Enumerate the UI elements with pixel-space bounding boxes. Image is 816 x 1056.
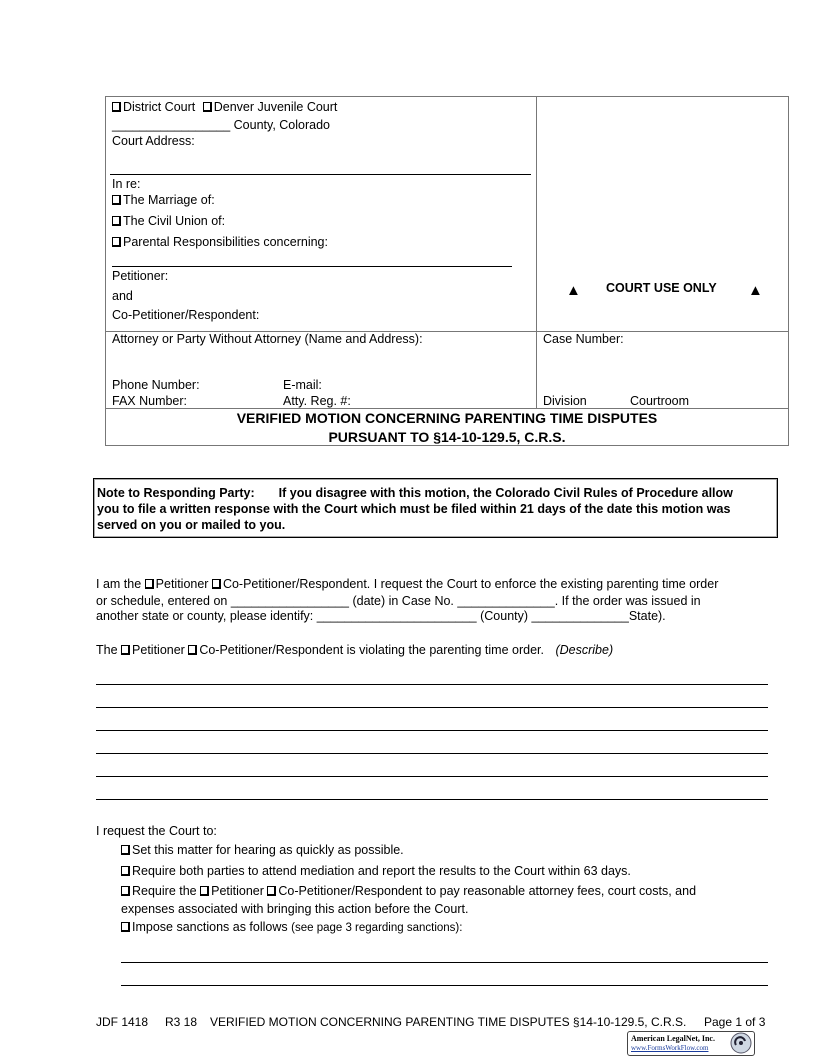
iam-co-petitioner-label: Co-Petitioner/Respondent. I request the Court to enforce the existing parenting time order <box>222 577 719 591</box>
iam-petitioner-checkbox[interactable] <box>145 579 154 589</box>
request-option-fees <box>121 884 696 898</box>
district-court-label: District Court <box>123 100 196 114</box>
marriage-option <box>112 193 215 207</box>
division-label: Division <box>543 394 587 408</box>
form-title-line2: PURSUANT TO §14-10-129.5, C.R.S. <box>328 429 566 445</box>
form-title <box>105 409 789 447</box>
parties-name-line[interactable] <box>112 266 512 267</box>
form-title-line1: VERIFIED MOTION CONCERNING PARENTING TIME DISPUTES <box>236 410 658 426</box>
footer-form-title: VERIFIED MOTION CONCERNING PARENTING TIME DISPUTES §14-10-129.5, C.R.S. <box>210 1015 687 1029</box>
describe-label: (Describe) <box>555 643 614 657</box>
fees-continuation: expenses associated with bringing this action before the Court. <box>121 902 469 916</box>
sanctions-line[interactable] <box>121 985 768 986</box>
civil-union-checkbox[interactable] <box>112 216 121 226</box>
denver-juvenile-court-checkbox[interactable] <box>203 102 212 112</box>
describe-line[interactable] <box>96 753 768 754</box>
fees-checkbox[interactable] <box>121 886 130 896</box>
petitioner-label: Petitioner: <box>112 269 169 283</box>
court-address-line[interactable] <box>110 174 531 175</box>
district-court-checkbox[interactable] <box>112 102 121 112</box>
violator-co-petitioner-label: Co-Petitioner/Respondent is violating the parenting time order. <box>199 643 544 657</box>
civil-union-label: The Civil Union of: <box>123 214 226 228</box>
note-label: Note to Responding Party: <box>97 486 255 500</box>
county-line[interactable]: _________________ County, Colorado <box>112 118 331 132</box>
iam-co-petitioner-checkbox[interactable] <box>212 579 221 589</box>
case-number-label: Case Number: <box>543 332 624 346</box>
describe-line[interactable] <box>96 730 768 731</box>
email-label: E-mail: <box>283 378 322 392</box>
court-address-label: Court Address: <box>112 134 195 148</box>
violator-co-petitioner-checkbox[interactable] <box>188 645 197 655</box>
order-date-line[interactable]: or schedule, entered on _________________ (date) in Case No. ______________. If the order was issued in <box>96 594 701 608</box>
footer-form-id: JDF 1418 <box>96 1015 149 1029</box>
court-type-line <box>112 100 337 114</box>
iam-prefix: I am the <box>96 577 142 591</box>
describe-line[interactable] <box>96 799 768 800</box>
parental-resp-label: Parental Responsibilities concerning: <box>123 235 328 249</box>
court-use-only-label: COURT USE ONLY <box>606 281 717 295</box>
violator-petitioner-label: Petitioner <box>132 643 185 657</box>
and-label: and <box>112 289 133 303</box>
hearing-checkbox[interactable] <box>121 845 130 855</box>
hearing-label: Set this matter for hearing as quickly as possible. <box>132 843 404 857</box>
parental-resp-checkbox[interactable] <box>112 237 121 247</box>
fees-co-petitioner-checkbox[interactable] <box>267 886 276 896</box>
logo-url: www.FormsWorkFlow.com <box>631 1044 709 1052</box>
request-option-hearing <box>121 843 404 857</box>
co-petitioner-label: Co-Petitioner/Respondent: <box>112 308 260 322</box>
other-state-line[interactable]: another state or county, please identify: _______________________ (County) ______________State). <box>96 609 666 623</box>
attorney-label: Attorney or Party Without Attorney (Name and Address): <box>112 332 423 346</box>
mediation-checkbox[interactable] <box>121 866 130 876</box>
mediation-label: Require both parties to attend mediation and report the results to the Court within 63 days. <box>132 864 631 878</box>
party-statement-line1 <box>96 577 718 591</box>
logo-company-name: American LegalNet, Inc. <box>631 1034 715 1043</box>
footer-page: Page 1 of 3 <box>704 1015 766 1029</box>
logo-swirl-icon <box>730 1032 752 1054</box>
note-text-1: If you disagree with this motion, the Colorado Civil Rules of Procedure allow <box>278 486 733 500</box>
describe-line[interactable] <box>96 776 768 777</box>
fees-label-a: Require the <box>132 884 197 898</box>
atty-reg-label: Atty. Reg. #: <box>283 394 351 408</box>
american-legalnet-logo[interactable] <box>627 1031 755 1056</box>
note-text-3: served on you or mailed to you. <box>97 518 286 532</box>
sanctions-line[interactable] <box>121 962 768 963</box>
request-option-sanctions <box>121 920 462 934</box>
request-option-mediation <box>121 864 631 878</box>
describe-line[interactable] <box>96 707 768 708</box>
sanctions-note: (see page 3 regarding sanctions): <box>291 922 463 934</box>
fax-label: FAX Number: <box>112 394 188 408</box>
iam-petitioner-label: Petitioner <box>155 577 209 591</box>
the-prefix: The <box>96 643 118 657</box>
marriage-checkbox[interactable] <box>112 195 121 205</box>
footer-revision: R3 18 <box>165 1015 198 1029</box>
fees-petitioner-checkbox[interactable] <box>200 886 209 896</box>
up-arrow-icon: ▲ <box>566 282 581 299</box>
fees-co-petitioner-label: Co-Petitioner/Respondent to pay reasonable attorney fees, court costs, and <box>278 884 697 898</box>
phone-label: Phone Number: <box>112 378 200 392</box>
request-intro: I request the Court to: <box>96 824 217 838</box>
caption-vertical-divider <box>536 96 537 408</box>
note-box <box>93 478 778 538</box>
parental-resp-option <box>112 235 328 249</box>
courtroom-label: Courtroom <box>630 394 690 408</box>
denver-juvenile-court-label: Denver Juvenile Court <box>213 100 338 114</box>
civil-union-option <box>112 214 225 228</box>
up-arrow-icon: ▲ <box>748 282 763 299</box>
sanctions-checkbox[interactable] <box>121 922 130 932</box>
note-text-2: you to file a written response with the Court which must be filed within 21 days of the date this motion was <box>97 502 731 516</box>
sanctions-label: Impose sanctions as follows <box>132 920 288 934</box>
describe-line[interactable] <box>96 684 768 685</box>
in-re-label: In re: <box>112 177 141 191</box>
violator-petitioner-checkbox[interactable] <box>121 645 130 655</box>
fees-petitioner-label: Petitioner <box>211 884 264 898</box>
marriage-label: The Marriage of: <box>123 193 215 207</box>
violation-statement <box>96 643 613 657</box>
